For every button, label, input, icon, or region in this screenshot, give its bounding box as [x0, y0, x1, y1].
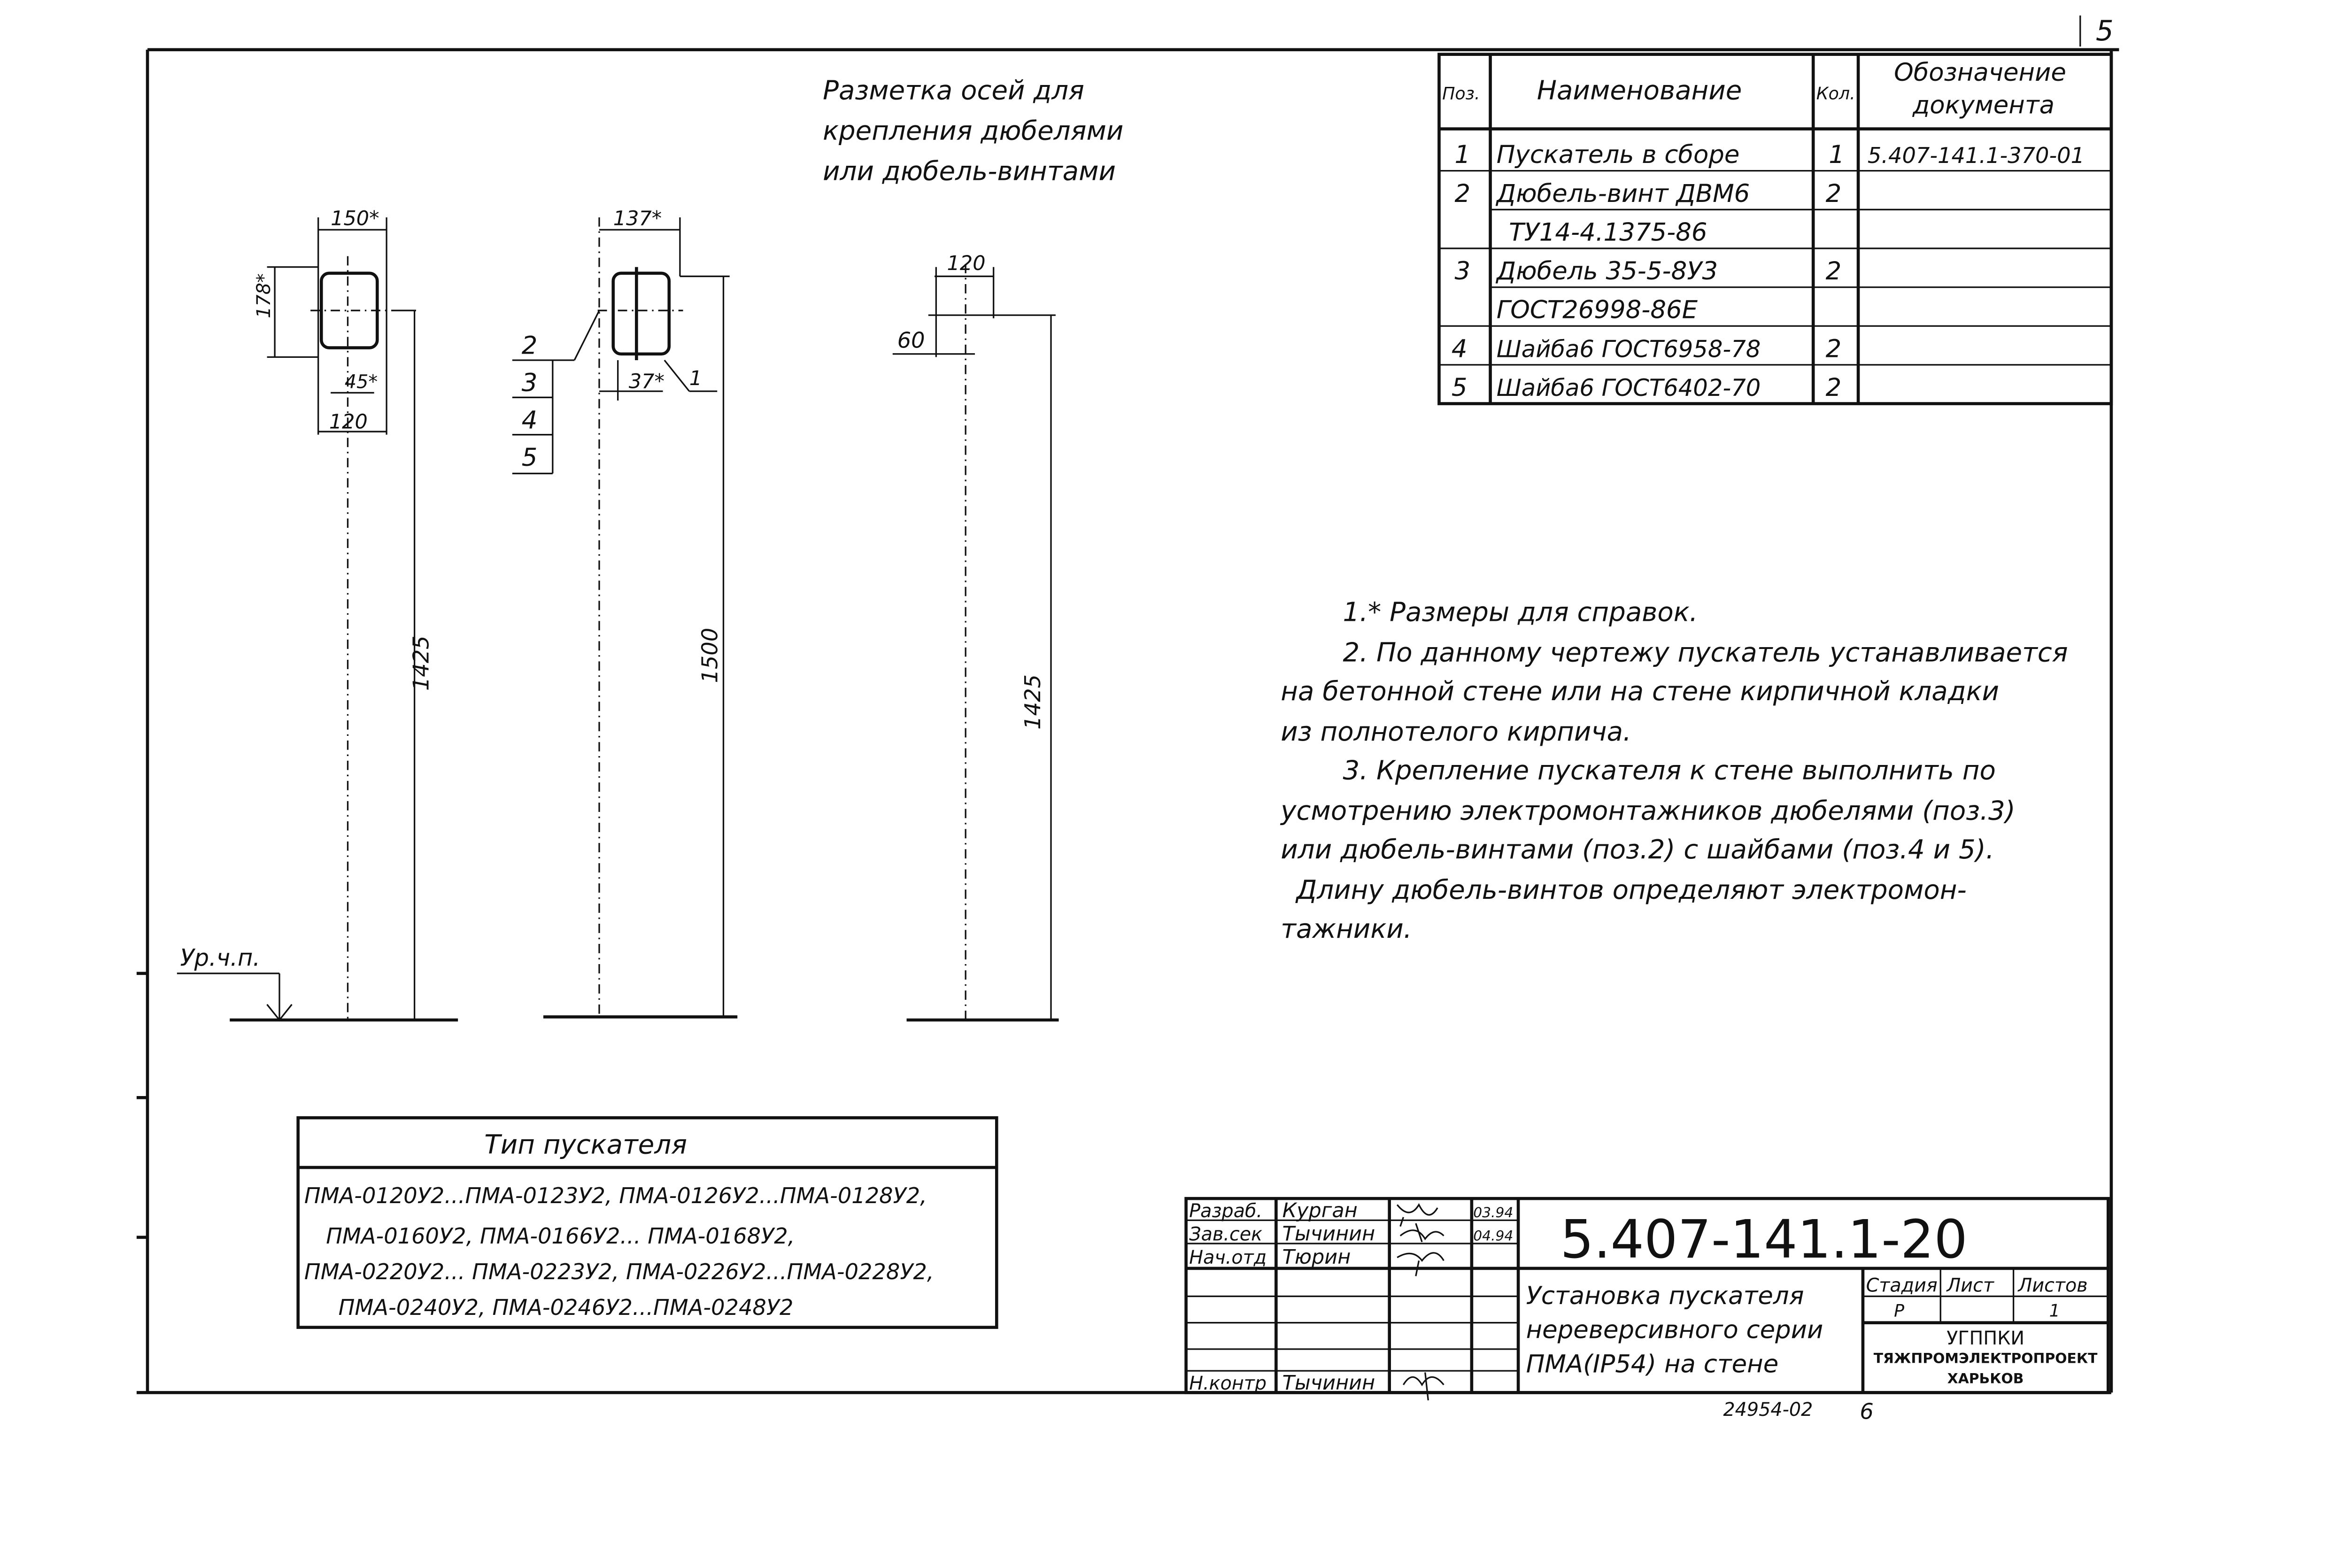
drawing-title-line: ПМА(IP54) на стене — [1526, 1350, 1779, 1379]
notes — [1280, 597, 2068, 944]
table-row-qty: 1 — [1829, 140, 1845, 170]
dim-45: 45* — [344, 371, 378, 393]
table-row-pos: 3 — [1454, 257, 1471, 286]
note-line: на бетонной стене или на стене кирпичной кладки — [1281, 676, 2000, 707]
note-line: Длину дюбель-винтов определяют электромон- — [1296, 875, 1967, 906]
table-row-qty: 2 — [1825, 334, 1842, 363]
spec-table — [1439, 54, 2111, 404]
table-row-qty: 2 — [1825, 373, 1842, 402]
note-line: 1.* Размеры для справок. — [1343, 597, 1698, 628]
table-row-qty: 2 — [1825, 257, 1842, 286]
org-line: ТЯЖПРОМЭЛЕКТРОПРОЕКТ — [1873, 1350, 2098, 1367]
dim-150: 150* — [331, 207, 379, 231]
archive-number: 24954-02 — [1723, 1399, 1813, 1421]
staff-name: Тюрин — [1282, 1245, 1351, 1269]
table-row-name: Шайба6 ГОСТ6958-78 — [1496, 335, 1761, 363]
drawing-title-line: Установка пускателя — [1526, 1281, 1804, 1310]
dim-178: 178* — [253, 273, 275, 318]
staff-role: Разраб. — [1189, 1200, 1263, 1222]
callout-1: 1 — [689, 366, 703, 390]
sheet-label: Лист — [1946, 1274, 1994, 1297]
title-block — [1186, 1198, 2109, 1400]
callout-4: 4 — [521, 406, 538, 435]
signature-icon — [1397, 1253, 1444, 1276]
dim-137: 137* — [613, 207, 662, 231]
callout-2: 2 — [521, 331, 538, 360]
table-row-pos: 1 — [1454, 140, 1471, 170]
spec-header-doc: документа — [1912, 91, 2055, 120]
footer-page: 6 — [1860, 1398, 1874, 1424]
note-line: из полнотелого кирпича. — [1281, 716, 1631, 747]
org-line: ХАРЬКОВ — [1947, 1370, 2024, 1387]
staff-name: Курган — [1282, 1198, 1358, 1222]
dim-1425: 1425 — [408, 635, 434, 691]
table-row-pos: 5 — [1451, 373, 1468, 402]
starter-view-2 — [512, 207, 737, 1017]
spec-header-name: Наименование — [1537, 75, 1742, 106]
starter-type-table — [298, 1118, 997, 1327]
dim-1425-axes: 1425 — [1020, 674, 1045, 730]
staff-date: 03.94 — [1473, 1204, 1514, 1221]
type-line: ПМА-0220У2... ПМА-0223У2, ПМА-0226У2...ПМА-0228У2, — [304, 1259, 934, 1285]
type-table-header: Тип пускателя — [484, 1129, 687, 1160]
layout-title — [823, 76, 1123, 187]
fastening-axes-view — [893, 252, 1059, 1020]
spec-rows — [1452, 140, 2085, 402]
sheets-value: 1 — [2049, 1300, 2060, 1321]
staff-role: Зав.сек — [1189, 1223, 1263, 1245]
signature-icon — [1397, 1205, 1437, 1226]
note-line: тажники. — [1281, 913, 1412, 944]
dim-60: 60 — [897, 327, 925, 353]
stage-value: Р — [1894, 1300, 1905, 1321]
spec-header-doc: Обозначение — [1894, 58, 2066, 87]
dim-1500: 1500 — [697, 627, 723, 683]
org-line: УГППКИ — [1946, 1327, 2025, 1349]
staff-name: Тычинин — [1282, 1222, 1375, 1246]
dim-120-axes: 120 — [947, 252, 986, 276]
callout-3: 3 — [521, 369, 538, 398]
note-line: 2. По данному чертежу пускатель устанавливается — [1343, 637, 2068, 668]
type-line: ПМА-0160У2, ПМА-0166У2... ПМА-0168У2, — [326, 1223, 795, 1249]
stage-label: Стадия — [1866, 1274, 1938, 1297]
table-row-qty: 2 — [1825, 179, 1842, 208]
table-row-name: ГОСТ26998-86Е — [1496, 295, 1698, 324]
staff-role: Нач.отд — [1189, 1247, 1267, 1269]
dim-37: 37* — [628, 370, 665, 394]
signature-icon — [1403, 1372, 1444, 1400]
table-row-pos: 4 — [1451, 334, 1468, 363]
spec-header-qty: Кол. — [1816, 83, 1855, 104]
layout-title-line: или дюбель-винтами — [823, 156, 1116, 187]
table-row-name: Шайба6 ГОСТ6402-70 — [1496, 374, 1761, 402]
layout-title-line: крепления дюбелями — [823, 116, 1124, 147]
sheets-label: Листов — [2018, 1274, 2088, 1297]
floor-level-label: Ур.ч.п. — [180, 944, 261, 972]
callout-5: 5 — [521, 443, 538, 472]
note-line: или дюбель-винтами (поз.2) с шайбами (поз.4 и 5). — [1281, 834, 1994, 865]
table-row-name: Пускатель в сборе — [1496, 140, 1740, 170]
document-number: 5.407-141.1-20 — [1560, 1208, 1968, 1270]
note-line: усмотрению электромонтажников дюбелями (поз.3) — [1281, 796, 2016, 826]
table-row-pos: 2 — [1454, 179, 1471, 208]
table-row-doc: 5.407-141.1-370-01 — [1867, 143, 2085, 169]
table-row-name: Дюбель-винт ДВМ6 — [1496, 179, 1750, 208]
drawing-title-line: нереверсивного серии — [1526, 1315, 1823, 1344]
staff-name: Тычинин — [1282, 1371, 1375, 1395]
signature-icon — [1400, 1223, 1444, 1242]
type-line: ПМА-0240У2, ПМА-0246У2...ПМА-0248У2 — [338, 1295, 794, 1321]
spec-header-pos: Поз. — [1442, 83, 1480, 104]
dim-120: 120 — [329, 410, 368, 434]
table-row-name: ТУ14-4.1375-86 — [1509, 218, 1707, 247]
layout-title-line: Разметка осей для — [823, 75, 1084, 106]
type-line: ПМА-0120У2...ПМА-0123У2, ПМА-0126У2...ПМА-0128У2, — [304, 1183, 927, 1209]
table-row-name: Дюбель 35-5-8У3 — [1496, 257, 1718, 286]
sheet-number: 5 — [2095, 15, 2114, 47]
staff-role: Н.контр — [1189, 1372, 1267, 1394]
starter-view-1 — [177, 207, 458, 1020]
note-line: 3. Крепление пускателя к стене выполнить по — [1343, 755, 1996, 786]
staff-date: 04.94 — [1473, 1228, 1514, 1244]
